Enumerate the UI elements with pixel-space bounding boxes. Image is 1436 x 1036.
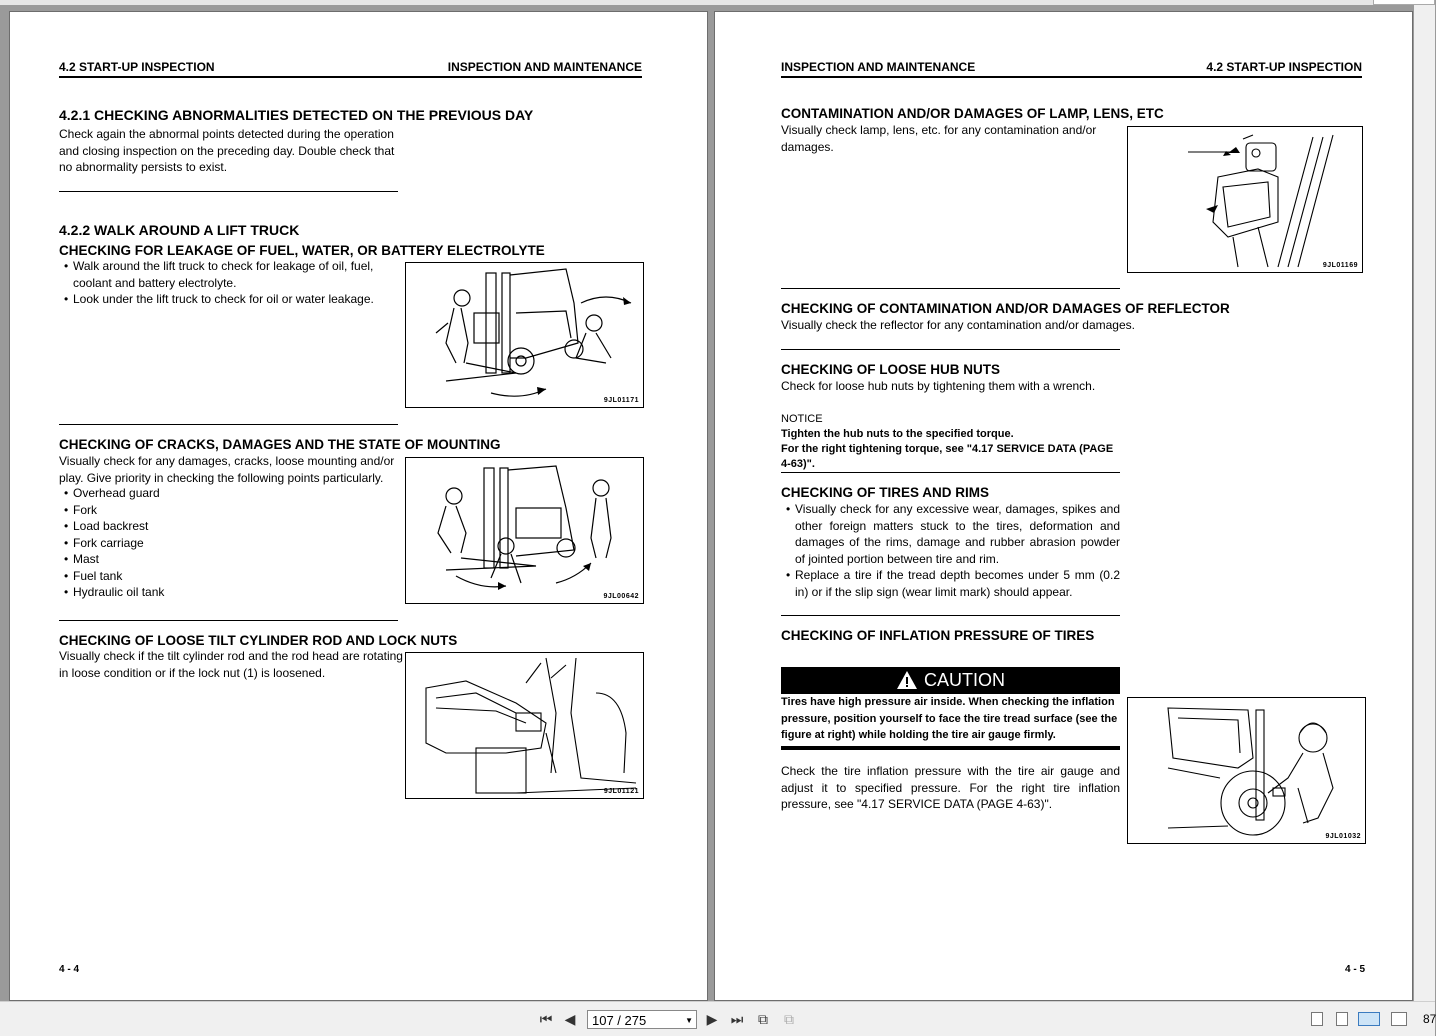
cracks-list (60, 485, 260, 601)
notice-block (781, 412, 1126, 472)
first-page-button[interactable]: ⏮ (539, 1011, 553, 1027)
tilt-cylinder-text: Visually check if the tilt cylinder rod and the rod head are rotating in loose condition or if the lock nut (1) is loosened. (59, 649, 403, 680)
figure-code: 9JL01169 (1322, 262, 1358, 269)
list-item: • Walk around the lift truck to check for leakage of oil, fuel, coolant and battery electrolyte. (60, 258, 400, 291)
list-item: • Fork carriage (60, 535, 260, 552)
cracks-title: CHECKING OF CRACKS, DAMAGES AND THE STATE OF MOUNTING (59, 437, 501, 452)
notice-label: NOTICE (781, 413, 823, 425)
reflector-title: CHECKING OF CONTAMINATION AND/OR DAMAGES OF REFLECTOR (781, 301, 1230, 316)
section-4-2-2-title: 4.2.2 WALK AROUND A LIFT TRUCK (59, 222, 300, 238)
page-header (781, 60, 1362, 78)
list-item: • Load backrest (60, 518, 260, 535)
list-item: • Fork (60, 502, 260, 519)
tires-rims-title: CHECKING OF TIRES AND RIMS (781, 485, 990, 500)
top-toolbar-strip (0, 0, 1435, 5)
divider (59, 424, 398, 425)
previous-page-button[interactable]: ◀ (564, 1011, 576, 1027)
notice-line-1: Tighten the hub nuts to the specified torque. (781, 428, 1014, 440)
inflation-text: Check the tire inflation pressure with the tire air gauge and adjust it to specified pressure. For the right tire inflation pressure, see "4.17 SERVICE DATA (PAGE 4-63)". (781, 764, 1120, 811)
previous-view-icon[interactable]: ⧉ (758, 1011, 768, 1027)
inflation-title: CHECKING OF INFLATION PRESSURE OF TIRES (781, 628, 1095, 643)
tilt-cylinder-title: CHECKING OF LOOSE TILT CYLINDER ROD AND LOCK NUTS (59, 633, 458, 648)
page-number: 4 - 5 (1345, 964, 1366, 975)
tires-rims-list (782, 501, 1120, 600)
lamp-title: CONTAMINATION AND/OR DAMAGES OF LAMP, LENS, ETC (781, 106, 1164, 121)
next-view-icon[interactable]: ⧉ (784, 1011, 794, 1027)
continuous-facing-view-icon[interactable] (1391, 1012, 1407, 1026)
list-item: • Overhead guard (60, 485, 260, 502)
tilt-cylinder-figure (405, 652, 644, 799)
page-indicator: 107 / 275 (592, 1013, 647, 1028)
divider (781, 288, 1120, 289)
cracks-text: Visually check for any damages, cracks, loose mounting and/or play. Give priority in checking the following points particularly. (59, 454, 395, 485)
caution-text: Tires have high pressure air inside. When checking the inflation pressure, position yourself to face the tire tread surface (see the figure at right) while holding the tire air gauge firmly. (781, 694, 1120, 750)
continuous-view-icon[interactable] (1336, 1012, 1348, 1026)
page-number-input[interactable] (587, 1010, 697, 1029)
list-item: • Mast (60, 551, 260, 568)
forklift-walkaround-figure (405, 262, 644, 408)
header-right-text: INSPECTION AND MAINTENANCE (447, 60, 642, 74)
list-item: • Fuel tank (60, 568, 260, 585)
list-item: • Visually check for any excessive wear, damages, spikes and other foreign matters stuck to the tires, deformation and damages of the rims, damage and rubber abrasion powder of jointed portion between tire and rim. (782, 501, 1120, 567)
viewer-toolbar (0, 1001, 1435, 1036)
caution-banner (781, 667, 1120, 694)
forklift-cracks-figure (405, 457, 644, 604)
next-page-button[interactable]: ▶ (706, 1011, 718, 1027)
leakage-title: CHECKING FOR LEAKAGE OF FUEL, WATER, OR BATTERY ELECTROLYTE (59, 243, 545, 258)
single-page-view-icon[interactable] (1311, 1012, 1323, 1026)
caution-label: CAUTION (924, 670, 1005, 690)
tire-gauge-figure (1127, 697, 1366, 844)
divider (781, 349, 1120, 350)
figure-code: 9JL01121 (603, 788, 639, 795)
divider (59, 620, 398, 621)
section-4-2-1-text: Check again the abnormal points detected during the operation and closing inspection on the preceding day. Double check that no abnormality persists to exist. (59, 127, 395, 174)
warning-icon (896, 670, 918, 690)
hub-nuts-title: CHECKING OF LOOSE HUB NUTS (781, 362, 1001, 377)
leakage-list (60, 258, 400, 308)
page-header (59, 60, 642, 78)
list-item: • Replace a tire if the tread depth becomes under 5 mm (0.2 in) or if the slip sign (wear limit mark) should appear. (782, 567, 1120, 600)
figure-code: 9JL01032 (1325, 833, 1361, 840)
last-page-button[interactable]: ⏭ (730, 1011, 744, 1027)
lamp-text: Visually check lamp, lens, etc. for any contamination and/or damages. (781, 123, 1097, 154)
vertical-scrollbar[interactable] (1414, 5, 1435, 1001)
lamp-figure (1127, 126, 1363, 273)
list-item: • Look under the lift truck to check for oil or water leakage. (60, 291, 400, 308)
hub-nuts-text: Check for loose hub nuts by tightening them with a wrench. (781, 379, 1096, 393)
figure-code: 9JL01171 (603, 397, 639, 404)
chevron-down-icon[interactable]: ▼ (685, 1016, 693, 1025)
document-page-left (10, 12, 707, 1000)
reflector-text: Visually check the reflector for any contamination and/or damages. (781, 318, 1135, 332)
notice-line-2: For the right tightening torque, see "4.17 SERVICE DATA (PAGE 4-63)". (781, 443, 1114, 470)
zoom-level[interactable]: 87 (1423, 1012, 1436, 1026)
divider (59, 191, 398, 192)
figure-code: 9JL00642 (603, 593, 639, 600)
facing-view-icon[interactable] (1358, 1012, 1380, 1026)
divider (781, 615, 1120, 616)
section-4-2-1-title: 4.2.1 CHECKING ABNORMALITIES DETECTED ON THE PREVIOUS DAY (59, 107, 534, 123)
page-number: 4 - 4 (59, 964, 80, 975)
document-page-right (715, 12, 1412, 1000)
list-item: • Hydraulic oil tank (60, 584, 260, 601)
header-left-text: INSPECTION AND MAINTENANCE (781, 60, 976, 74)
divider (781, 472, 1120, 473)
header-left-text: 4.2 START-UP INSPECTION (59, 60, 215, 74)
header-right-text: 4.2 START-UP INSPECTION (1206, 60, 1362, 74)
